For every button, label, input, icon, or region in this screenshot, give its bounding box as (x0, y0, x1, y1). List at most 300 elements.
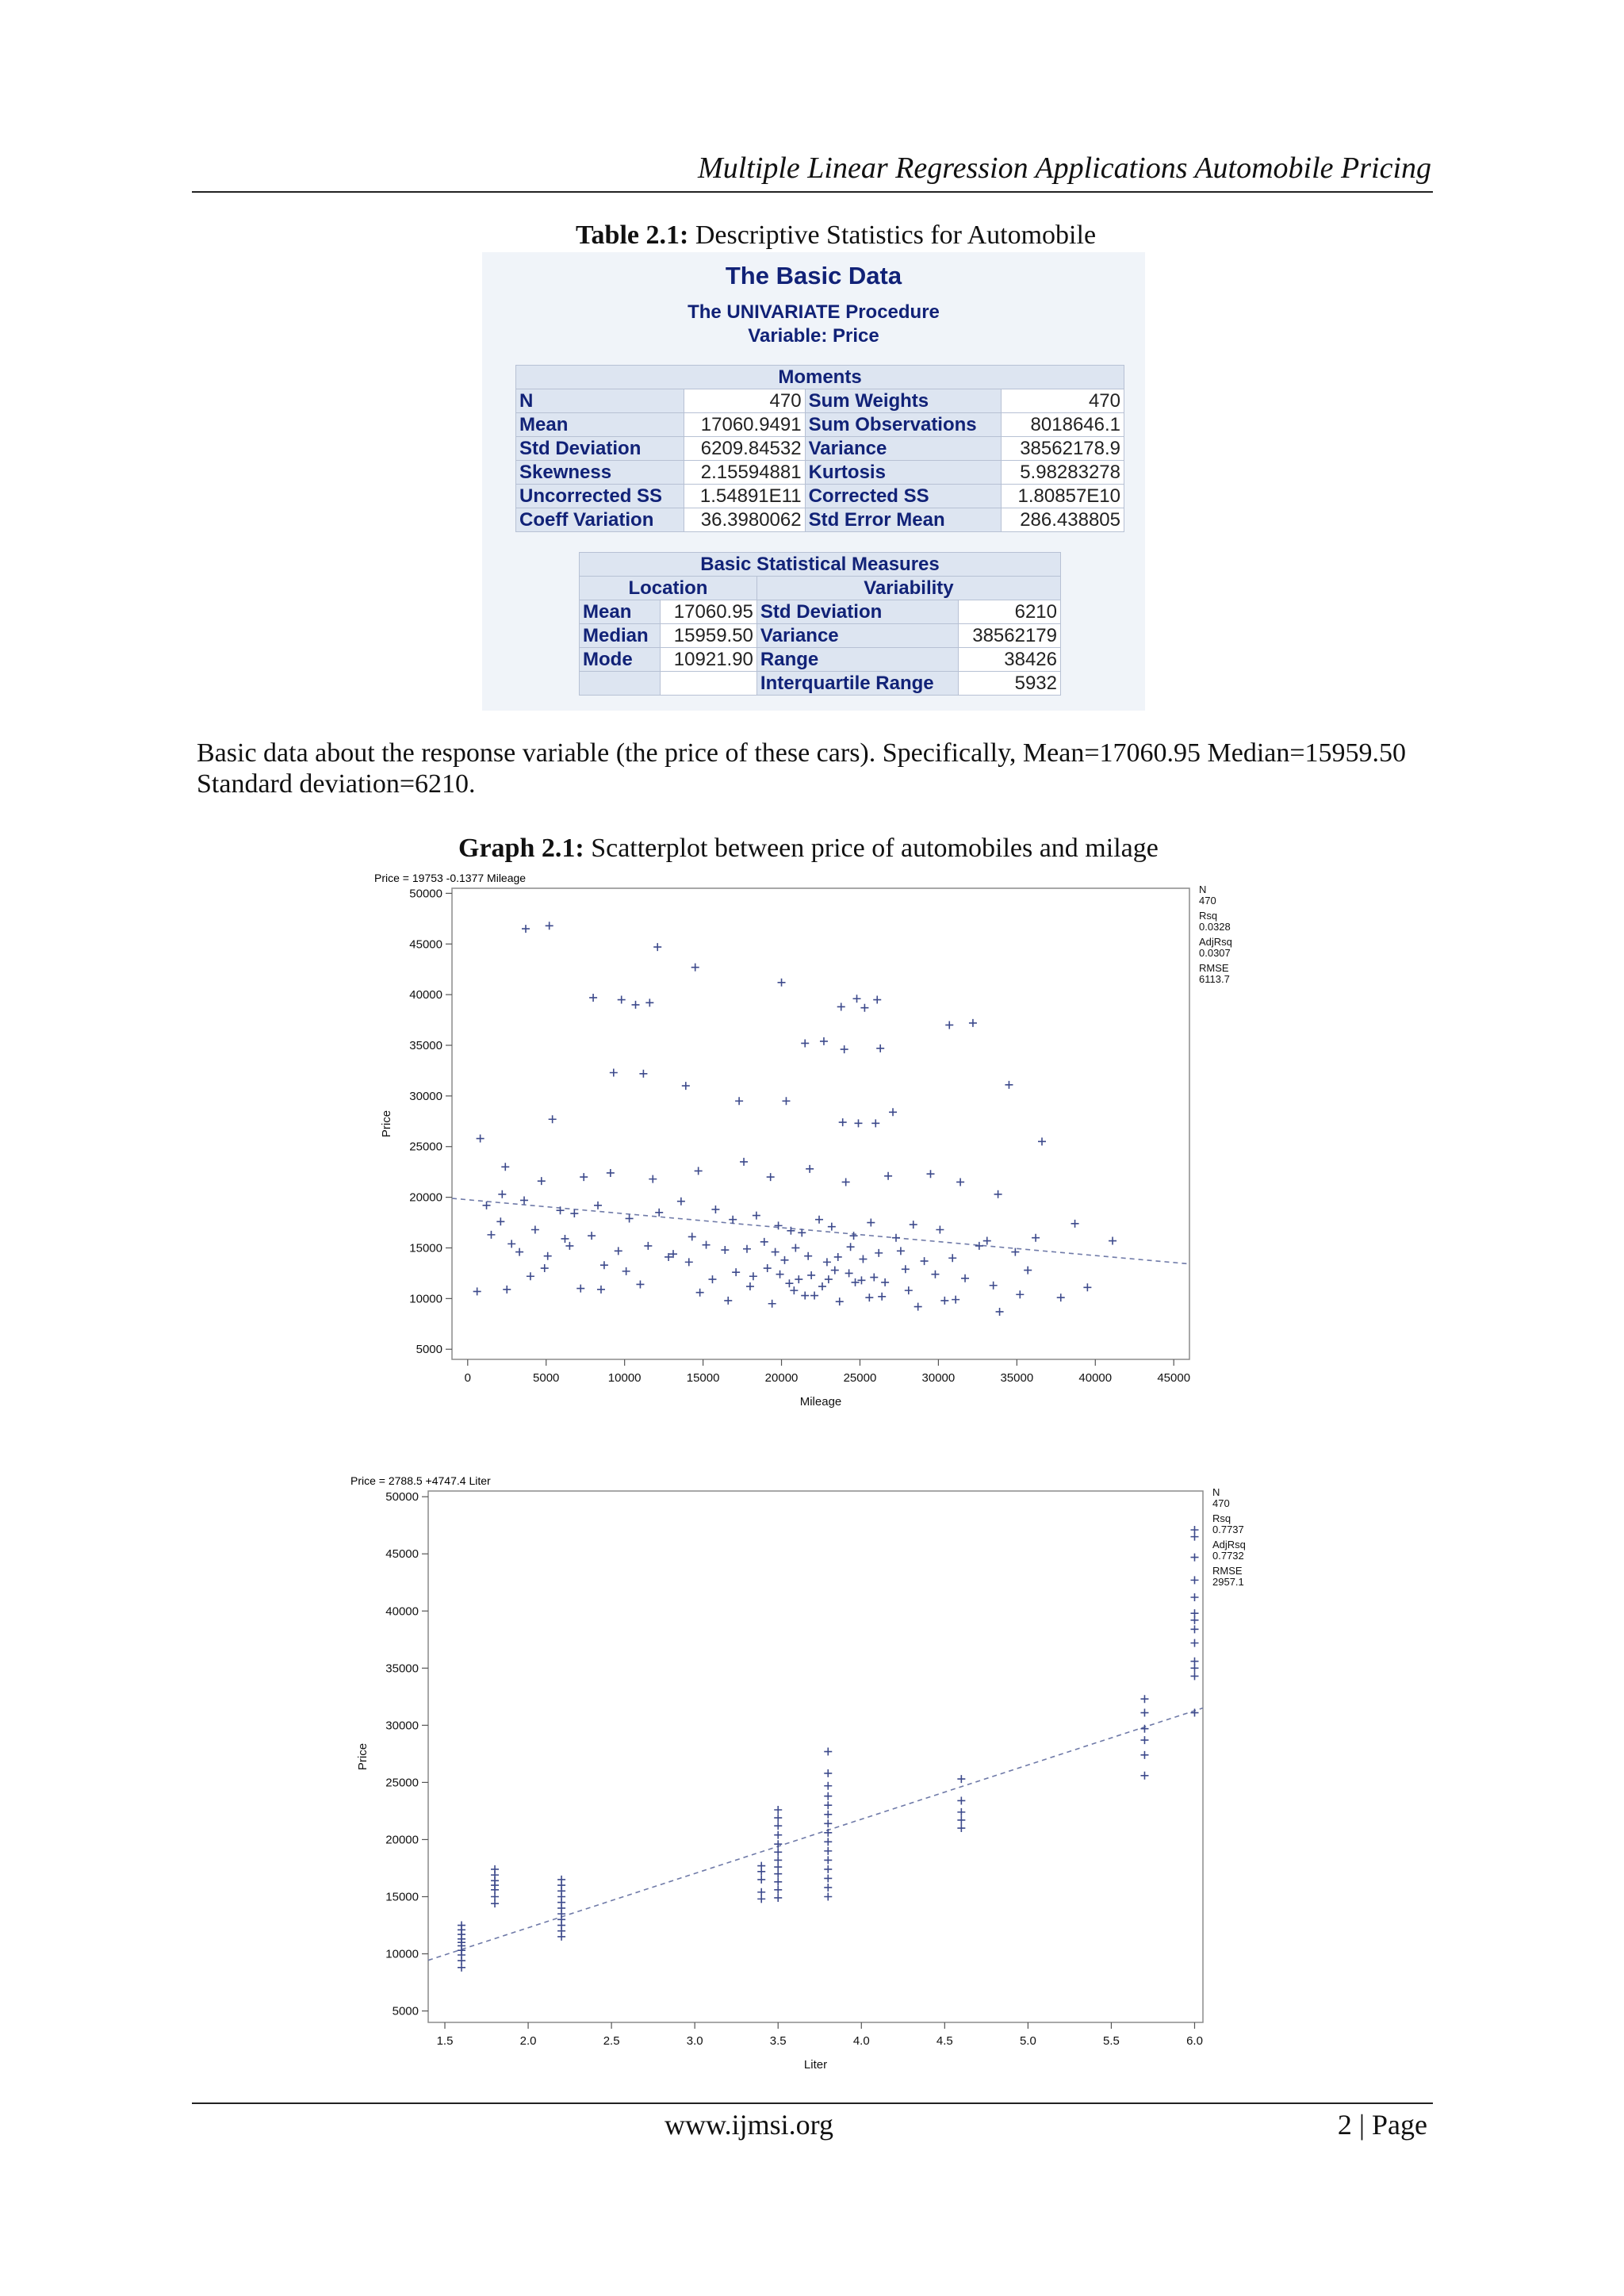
data-point (636, 1280, 644, 1288)
data-point (921, 1257, 929, 1265)
graph-caption-label: Graph 2.1: (458, 834, 584, 863)
data-point (774, 1848, 782, 1856)
data-point (834, 1253, 842, 1261)
cell-label: Kurtosis (805, 461, 1001, 485)
x-tick-label: 4.0 (852, 2034, 870, 2048)
data-point (778, 979, 786, 987)
data-point (859, 1255, 867, 1263)
data-point (798, 1228, 806, 1236)
x-tick-label: 30000 (921, 1371, 956, 1385)
data-point (1057, 1294, 1065, 1301)
x-tick-label: 25000 (843, 1371, 877, 1385)
data-point (1016, 1290, 1024, 1298)
data-point (774, 1822, 782, 1830)
data-point (597, 1286, 605, 1294)
cell-value: 17060.9491 (684, 413, 805, 437)
data-point (824, 1865, 832, 1873)
data-point (1190, 1639, 1198, 1647)
data-point (1190, 1658, 1198, 1665)
cell-label: Sum Weights (805, 389, 1001, 413)
data-point (1038, 1137, 1046, 1145)
data-point (945, 1021, 953, 1029)
data-point (818, 1282, 826, 1290)
data-point (1190, 1616, 1198, 1624)
data-point (501, 1163, 509, 1171)
chart-equation: Price = 19753 -0.1377 Mileage (374, 872, 527, 884)
y-tick-label: 25000 (385, 1776, 419, 1790)
cell-label: Mean (580, 600, 661, 624)
data-point (729, 1216, 737, 1224)
plot-frame (428, 1491, 1203, 2022)
data-point (994, 1190, 1002, 1198)
data-point (910, 1221, 917, 1228)
data-point (948, 1254, 956, 1262)
data-point (691, 964, 699, 972)
data-point (515, 1248, 523, 1256)
data-point (975, 1242, 983, 1250)
data-point (854, 1119, 862, 1127)
data-point (824, 1769, 832, 1777)
sas-variable: Variable: Price (748, 325, 879, 347)
data-point (570, 1209, 578, 1217)
data-point (576, 1285, 584, 1293)
table-row (516, 461, 1124, 485)
data-point (1190, 1554, 1198, 1562)
stat-value: 2957.1 (1212, 1576, 1244, 1588)
cell-value: 17060.95 (661, 600, 757, 624)
stat-label: RMSE (1199, 962, 1229, 974)
table-row (516, 485, 1124, 508)
data-point (774, 1863, 782, 1871)
table-row (516, 437, 1124, 461)
data-point (622, 1267, 630, 1275)
table-row (516, 413, 1124, 437)
y-tick-label: 15000 (409, 1241, 442, 1255)
data-point (746, 1282, 754, 1290)
data-point (527, 1272, 534, 1280)
data-point (649, 1175, 657, 1183)
data-point (774, 1814, 782, 1822)
x-tick-label: 35000 (1000, 1371, 1034, 1385)
data-point (538, 1177, 546, 1185)
x-tick-label: 2.0 (519, 2034, 537, 2048)
data-point (831, 1267, 839, 1274)
data-point (580, 1173, 588, 1181)
data-point (828, 1223, 836, 1231)
data-point (897, 1247, 905, 1255)
footer-page-number: 2 | Page (1337, 2109, 1427, 2141)
data-point (703, 1241, 710, 1249)
stat-label: RMSE (1212, 1565, 1243, 1577)
data-point (757, 1876, 765, 1884)
y-tick-label: 45000 (409, 937, 442, 952)
data-point (983, 1237, 991, 1245)
data-point (508, 1240, 515, 1248)
data-point (850, 1232, 858, 1240)
data-point (721, 1246, 729, 1254)
data-point (1005, 1081, 1013, 1089)
stat-value: 0.7737 (1212, 1524, 1244, 1535)
data-point (655, 1209, 663, 1217)
cell-label: Std Error Mean (805, 508, 1001, 532)
chart-liter-svg (349, 1469, 1269, 2087)
stat-value: 0.0307 (1199, 947, 1231, 959)
data-point (541, 1264, 549, 1272)
data-point (774, 1831, 782, 1839)
data-point (873, 996, 881, 1004)
data-point (491, 1865, 499, 1873)
x-tick-label: 6.0 (1186, 2034, 1203, 2048)
data-point (847, 1243, 855, 1251)
data-point (1140, 1736, 1148, 1744)
cell-label: Variance (805, 437, 1001, 461)
data-point (561, 1235, 569, 1243)
data-point (1109, 1237, 1116, 1245)
data-point (588, 1232, 596, 1240)
y-tick-label: 50000 (385, 1490, 419, 1504)
data-point (801, 1292, 809, 1300)
data-point (496, 1217, 504, 1225)
cell-label: Std Deviation (516, 437, 684, 461)
x-tick-label: 5.5 (1103, 2034, 1120, 2048)
stat-value: 470 (1199, 895, 1216, 907)
y-axis-label: Price (356, 1742, 370, 1771)
data-point (618, 996, 626, 1004)
scatterplot-mileage (373, 872, 1269, 1432)
graph-caption (458, 834, 1159, 864)
data-point (774, 1886, 782, 1894)
data-point (768, 1300, 776, 1308)
data-point (845, 1269, 853, 1277)
cell-blank (580, 672, 661, 696)
data-point (1190, 1609, 1198, 1617)
data-point (824, 1748, 832, 1756)
data-point (688, 1232, 696, 1240)
table-row (580, 600, 1061, 624)
data-point (824, 1811, 832, 1819)
data-point (589, 994, 597, 1002)
data-point (711, 1205, 719, 1213)
data-point (458, 1922, 465, 1930)
x-tick-label: 10000 (607, 1371, 642, 1385)
y-tick-label: 35000 (409, 1039, 442, 1052)
data-point (952, 1296, 959, 1304)
cell-value: 38562179 (958, 624, 1060, 648)
data-point (557, 1876, 565, 1884)
data-point (842, 1178, 850, 1186)
data-point (774, 1878, 782, 1886)
data-point (927, 1170, 935, 1178)
data-point (776, 1271, 784, 1278)
data-point (902, 1265, 910, 1273)
y-tick-label: 15000 (385, 1890, 419, 1904)
data-point (774, 1840, 782, 1848)
running-header: Multiple Linear Regression Applications Automobile Pricing (698, 151, 1431, 185)
cell-label: Sum Observations (805, 413, 1001, 437)
data-point (824, 1884, 832, 1892)
stat-label: AdjRsq (1212, 1539, 1246, 1550)
data-point (791, 1244, 799, 1251)
data-point (645, 999, 653, 1006)
data-point (772, 1248, 779, 1256)
data-point (940, 1297, 948, 1305)
graph-caption-text: Scatterplot between price of automobiles and milage (591, 834, 1159, 863)
data-point (708, 1275, 716, 1283)
data-point (607, 1169, 615, 1177)
cell-value: 470 (1002, 389, 1124, 413)
cell-label: Range (756, 648, 958, 672)
data-point (491, 1893, 499, 1901)
data-point (824, 1782, 832, 1790)
data-point (957, 1775, 965, 1783)
data-point (905, 1286, 913, 1294)
data-point (1190, 1709, 1198, 1717)
data-point (870, 1274, 878, 1282)
table-row (580, 648, 1061, 672)
x-tick-label: 2.5 (603, 2034, 620, 2048)
data-point (836, 1297, 844, 1305)
stat-label: N (1199, 884, 1207, 895)
y-tick-label: 40000 (409, 988, 442, 1002)
stat-value: 0.7732 (1212, 1550, 1244, 1562)
cell-value: 2.15594881 (684, 461, 805, 485)
y-tick-label: 10000 (409, 1292, 442, 1306)
y-tick-label: 40000 (385, 1604, 419, 1619)
table-row (516, 389, 1124, 413)
basic-header: Basic Statistical Measures (580, 553, 1061, 577)
data-point (757, 1888, 765, 1896)
x-tick-label: 40000 (1078, 1371, 1113, 1385)
data-point (957, 1816, 965, 1824)
y-tick-label: 20000 (385, 1833, 419, 1847)
x-axis-label: Liter (803, 2058, 828, 2072)
data-point (487, 1231, 495, 1239)
y-tick-label: 30000 (409, 1089, 442, 1103)
cell-label: Std Deviation (756, 600, 958, 624)
data-point (458, 1964, 465, 1972)
data-point (990, 1282, 998, 1290)
data-point (682, 1082, 690, 1090)
regression-line (452, 1198, 1189, 1264)
data-point (735, 1097, 743, 1105)
footer-url: www.ijmsi.org (665, 2109, 834, 2141)
cell-label: Mode (580, 648, 661, 672)
data-point (825, 1275, 833, 1283)
scatterplot-liter (349, 1469, 1269, 2091)
data-point (503, 1286, 511, 1294)
x-tick-label: 45000 (1157, 1371, 1191, 1385)
data-point (544, 1252, 552, 1260)
data-point (522, 925, 530, 933)
data-point (782, 1097, 790, 1105)
data-point (815, 1216, 823, 1224)
body-paragraph: Basic data about the response variable (the price of these cars). Specifically, Mean=17060.95 Median=15959.50 Standard deviation=6210. (197, 738, 1407, 799)
cell-value: 470 (684, 389, 805, 413)
data-point (839, 1118, 847, 1126)
data-point (875, 1249, 883, 1257)
cell-label: Interquartile Range (756, 672, 958, 696)
data-point (774, 1806, 782, 1814)
data-point (961, 1274, 969, 1282)
stat-label: Rsq (1199, 910, 1218, 922)
data-point (743, 1245, 751, 1253)
chart-equation: Price = 2788.5 +4747.4 Liter (350, 1474, 491, 1487)
data-point (740, 1158, 748, 1166)
data-point (644, 1242, 652, 1250)
data-point (1140, 1709, 1148, 1717)
data-point (807, 1271, 815, 1279)
y-axis-label: Price (380, 1110, 393, 1138)
moments-table (515, 365, 1124, 532)
stat-label: Rsq (1212, 1512, 1231, 1524)
data-point (1190, 1526, 1198, 1534)
data-point (774, 1870, 782, 1878)
cell-value: 1.80857E10 (1002, 485, 1124, 508)
cell-value: 286.438805 (1002, 508, 1124, 532)
data-point (594, 1202, 602, 1209)
location-header: Location (580, 577, 757, 600)
data-point (639, 1070, 647, 1078)
cell-label: Coeff Variation (516, 508, 684, 532)
data-point (824, 1847, 832, 1855)
table-row (516, 508, 1124, 532)
data-point (1190, 1533, 1198, 1541)
data-point (824, 1801, 832, 1809)
y-tick-label: 25000 (409, 1140, 442, 1154)
data-point (774, 1856, 782, 1864)
cell-label: N (516, 389, 684, 413)
x-tick-label: 3.5 (769, 2034, 787, 2048)
data-point (1190, 1625, 1198, 1633)
data-point (473, 1287, 481, 1295)
data-point (774, 1894, 782, 1902)
data-point (824, 1874, 832, 1882)
data-point (483, 1202, 491, 1209)
basic-measures-table (579, 552, 1061, 696)
data-point (795, 1275, 802, 1283)
cell-value: 8018646.1 (1002, 413, 1124, 437)
footer-rule (192, 2102, 1433, 2104)
data-point (724, 1297, 732, 1305)
data-point (824, 1838, 832, 1846)
data-point (884, 1172, 892, 1180)
data-point (1024, 1267, 1032, 1274)
data-point (757, 1895, 765, 1903)
data-point (824, 1856, 832, 1864)
cell-value: 6209.84532 (684, 437, 805, 461)
data-point (865, 1294, 873, 1301)
cell-label: Mean (516, 413, 684, 437)
plot-frame (452, 888, 1189, 1359)
cell-label: Corrected SS (805, 485, 1001, 508)
data-point (957, 1796, 965, 1804)
data-point (957, 1824, 965, 1832)
table-row (580, 624, 1061, 648)
y-tick-label: 10000 (385, 1947, 419, 1961)
x-tick-label: 5000 (533, 1371, 560, 1385)
data-point (804, 1252, 812, 1260)
y-tick-label: 45000 (385, 1547, 419, 1562)
sas-procedure: The UNIVARIATE Procedure (688, 301, 940, 323)
data-point (871, 1119, 879, 1127)
data-point (1190, 1672, 1198, 1680)
cell-value: 6210 (958, 600, 1060, 624)
cell-value: 5932 (958, 672, 1060, 696)
data-point (753, 1212, 760, 1220)
data-point (749, 1272, 757, 1280)
y-tick-label: 5000 (416, 1343, 442, 1357)
data-point (1032, 1234, 1040, 1242)
cell-label: Uncorrected SS (516, 485, 684, 508)
moments-header: Moments (516, 366, 1124, 389)
data-point (760, 1238, 768, 1246)
chart-mileage-svg (373, 872, 1269, 1428)
y-tick-label: 50000 (409, 887, 442, 901)
data-point (823, 1258, 831, 1266)
cell-label: Median (580, 624, 661, 648)
data-point (852, 1278, 860, 1286)
data-point (892, 1234, 900, 1242)
data-point (957, 1808, 965, 1816)
data-point (632, 1001, 640, 1009)
data-point (956, 1178, 964, 1186)
data-point (1190, 1664, 1198, 1672)
data-point (914, 1303, 922, 1311)
data-point (1140, 1725, 1148, 1733)
data-point (549, 1115, 557, 1123)
x-axis-label: Mileage (799, 1395, 842, 1409)
data-point (867, 1219, 875, 1227)
data-point (1140, 1772, 1148, 1780)
data-point (546, 922, 553, 930)
data-point (677, 1198, 685, 1205)
data-point (876, 1045, 884, 1052)
data-point (860, 1004, 868, 1012)
data-point (841, 1045, 848, 1053)
cell-value: 1.54891E11 (684, 485, 805, 508)
stat-label: AdjRsq (1199, 936, 1232, 948)
data-point (787, 1227, 795, 1235)
data-point (491, 1899, 499, 1907)
data-point (610, 1068, 618, 1076)
data-point (531, 1225, 539, 1233)
data-point (1083, 1283, 1091, 1291)
data-point (695, 1167, 703, 1175)
data-point (775, 1221, 783, 1229)
table-caption (576, 220, 1096, 251)
data-point (878, 1293, 886, 1301)
cell-value: 15959.50 (661, 624, 757, 648)
x-tick-label: 1.5 (436, 2034, 454, 2048)
data-point (498, 1190, 506, 1198)
variability-header: Variability (756, 577, 1060, 600)
x-tick-label: 4.5 (936, 2034, 953, 2048)
table-caption-text: Descriptive Statistics for Automobile (695, 220, 1097, 250)
data-point (785, 1279, 793, 1287)
data-point (824, 1893, 832, 1901)
y-tick-label: 5000 (392, 2004, 419, 2018)
y-tick-label: 20000 (409, 1190, 442, 1205)
data-point (889, 1108, 897, 1116)
data-point (764, 1264, 772, 1272)
data-point (931, 1271, 939, 1278)
data-point (1071, 1220, 1079, 1228)
data-point (732, 1268, 740, 1276)
cell-value: 10921.90 (661, 648, 757, 672)
y-tick-label: 35000 (385, 1662, 419, 1676)
data-point (653, 943, 661, 951)
data-point (790, 1286, 798, 1294)
